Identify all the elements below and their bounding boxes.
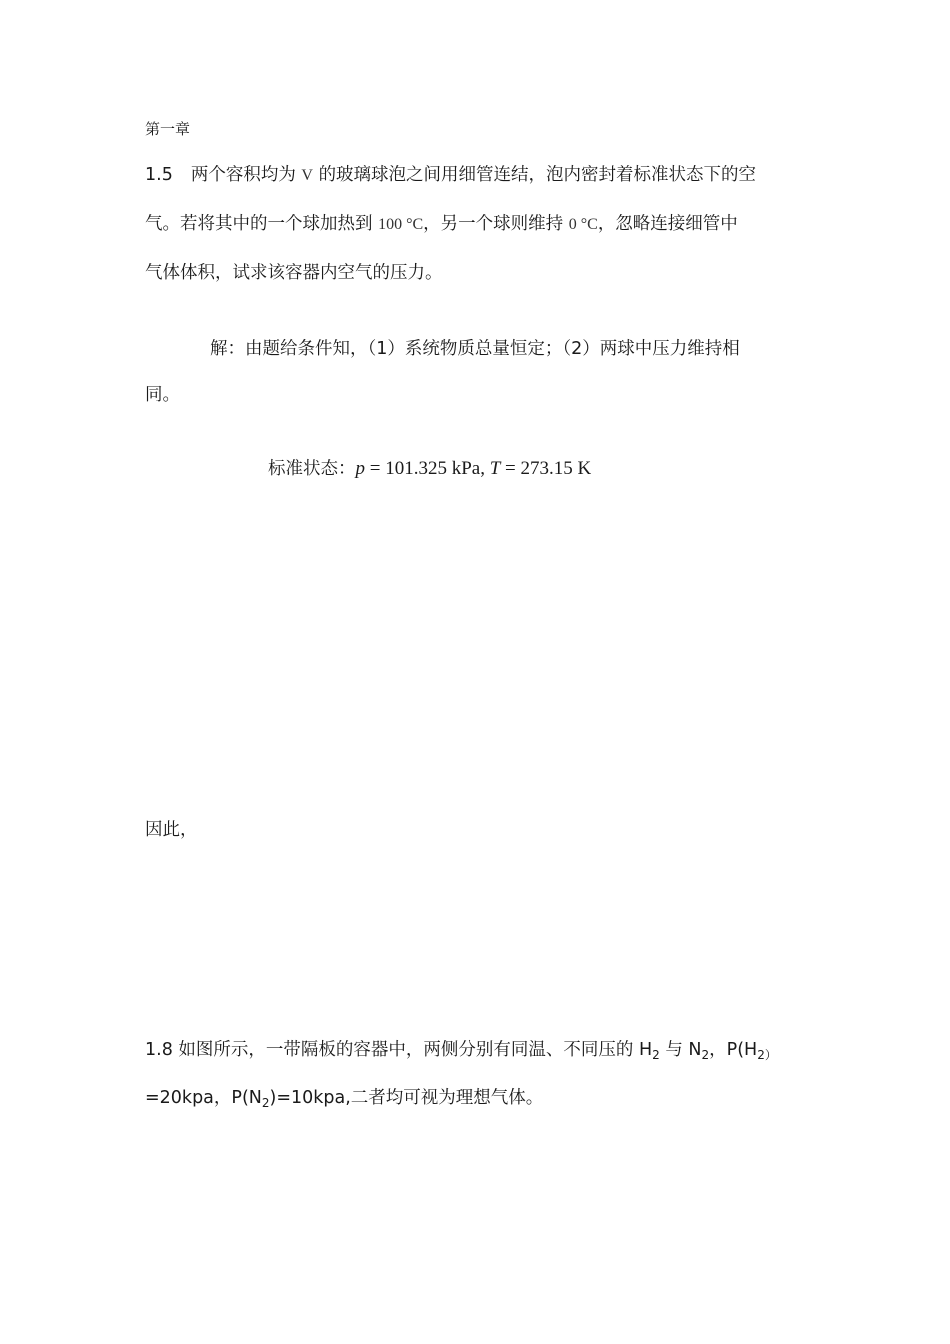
problem-1-8-line-1: [145, 1038, 777, 1062]
solution-line-2: 同。: [145, 385, 180, 405]
problem-1-8-text-b: 与 N: [659, 1040, 702, 1060]
problem-1-5-text-b: 的玻璃球泡之间用细管连结，泡内密封着标准状态下的空: [318, 165, 757, 185]
chapter-title: 第一章: [145, 120, 191, 138]
therefore-text: 因此，: [145, 820, 198, 840]
volume-symbol: V: [301, 167, 313, 184]
standard-state-formula: [268, 457, 591, 481]
problem-1-5-text-c: 气。若将其中的一个球加热到: [145, 214, 373, 234]
problem-1-8-close-paren: ）: [764, 1048, 777, 1062]
problem-1-5-line-2: [145, 212, 738, 237]
problem-1-8-line-2: [145, 1086, 543, 1110]
problem-1-8-text-c: ，P(H: [709, 1040, 758, 1060]
ph2-subscript: 2: [757, 1048, 765, 1062]
temperature-symbol: T: [489, 458, 501, 479]
standard-state-label: 标准状态：: [268, 459, 356, 479]
problem-1-5-line-1: [145, 163, 756, 188]
pressure-symbol: p: [355, 458, 365, 479]
problem-1-8-text-d: =20kpa，P(N: [145, 1088, 262, 1108]
problem-1-5-text-a: 两个容积均为: [190, 165, 296, 185]
hot-temperature: 100 °C: [378, 216, 424, 233]
h2-subscript: 2: [652, 1048, 660, 1062]
problem-1-5-line-3: 气体体积，试求该容器内空气的压力。: [145, 263, 443, 283]
problem-1-8-text-e: )=10kpa,二者均可视为理想气体。: [269, 1088, 544, 1108]
problem-1-8-number: 1.8: [145, 1040, 173, 1060]
temperature-value: = 273.15 K: [500, 458, 592, 479]
pn2-subscript: 2: [261, 1096, 270, 1110]
problem-1-5-number: 1.5: [145, 165, 173, 185]
solution-line-1: 解：由题给条件知，（1）系统物质总量恒定；（2）两球中压力维持相: [210, 339, 740, 359]
pressure-value: = 101.325 kPa,: [365, 458, 490, 479]
problem-1-5-text-d: ，另一个球则维持: [423, 214, 564, 234]
problem-1-5-text-e: ，忽略连接细管中: [597, 214, 738, 234]
cold-temperature: 0 °C: [568, 216, 598, 233]
standard-state-equation: [356, 458, 592, 479]
problem-1-8-text-a: 如图所示，一带隔板的容器中，两侧分别有同温、不同压的 H: [178, 1040, 653, 1060]
n2-subscript: 2: [701, 1048, 710, 1062]
